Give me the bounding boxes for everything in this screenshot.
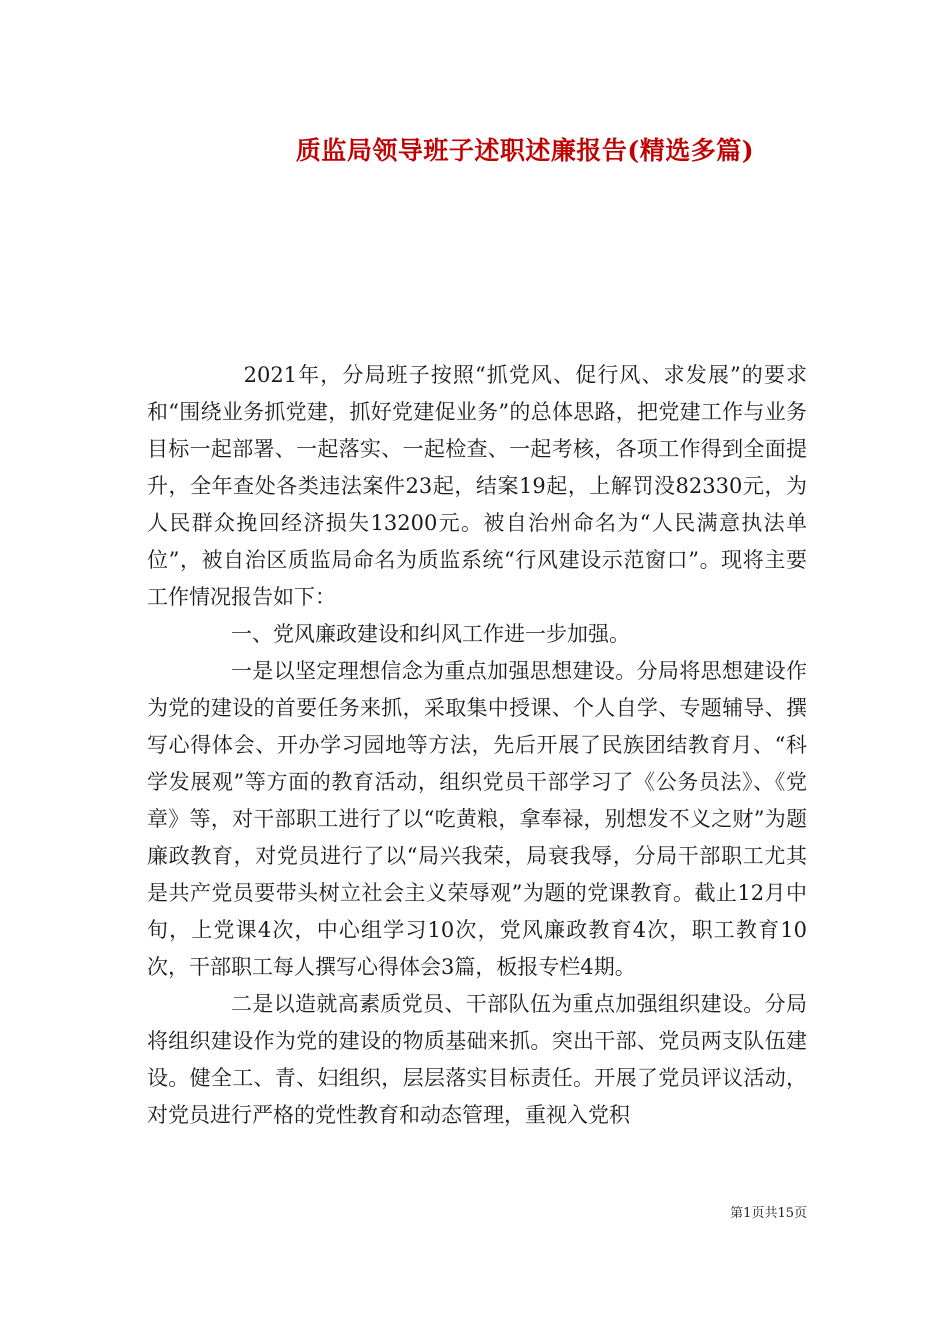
document-title: 质监局领导班子述职述廉报告(精选多篇) — [295, 136, 755, 165]
paragraph-intro: 2021年，分局班子按照“抓党风、促行风、求发展”的要求和“围绕业务抓党建，抓好党建促业务”的总体思路，把党建工作与业务目标一起部署、一起落实、一起检查、一起考核，各项工作得到全面提升，全年查处各类违法案件23起，结案19起，上解罚没82330元，为人民群众挽回经济损失13200元。被自治州命名为“人民满意执法单位”，被自治区质监局命名为质监系统“行风建设示范窗口”。现将主要工作情况报告如下： — [147, 363, 807, 609]
paragraph-ideological-building: 一是以坚定理想信念为重点加强思想建设。分局将思想建设作为党的建设的首要任务来抓，采取集中授课、个人自学、专题辅导、撰写心得体会、开办学习园地等方法，先后开展了民族团结教育月、“科学发展观”等方面的教育活动，组织党员干部学习了《公务员法》、《党章》等，对干部职工进行了以“吃黄粮，拿奉禄，别想发不义之财”为题廉政教育，对党员进行了以“局兴我荣，局衰我辱，分局干部职工尤其是共产党员要带头树立社会主义荣辱观”为题的党课教育。截止12月中旬，上党课4次，中心组学习10次，党风廉政教育4次，职工教育10次，干部职工每人撰写心得体会3篇，板报专栏4期。 — [147, 659, 807, 979]
document-body — [147, 357, 807, 1134]
section-heading-1: 一、党风廉政建设和纠风工作进一步加强。 — [231, 622, 630, 646]
paragraph-organizational-building: 二是以造就高素质党员、干部队伍为重点加强组织建设。分局将组织建设作为党的建设的物质基础来抓。突出干部、党员两支队伍建设。健全工、青、妇组织，层层落实目标责任。开展了党员评议活动，对党员进行严格的党性教育和动态管理，重视入党积 — [147, 992, 807, 1127]
page-number: 第1页共15页 — [730, 1206, 807, 1221]
